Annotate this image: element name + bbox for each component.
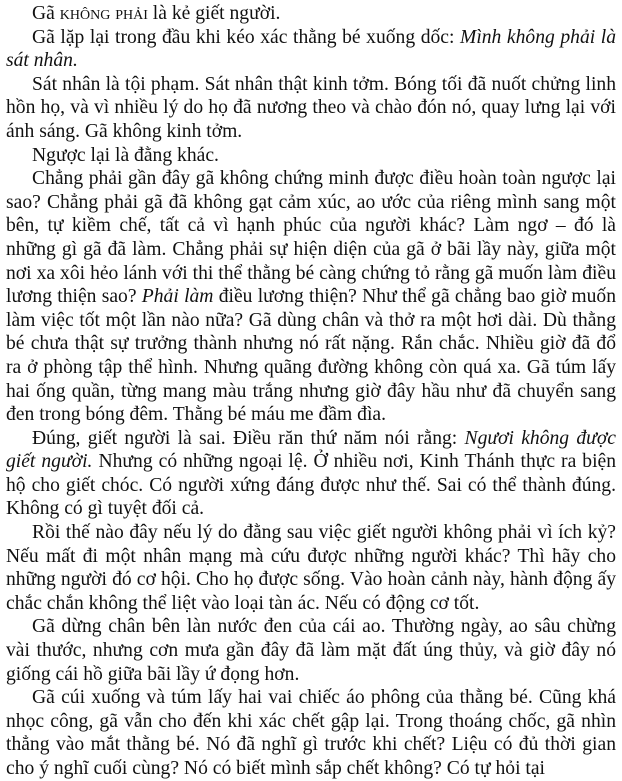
text-run-italic: Phải làm (141, 286, 214, 308)
paragraph-7 (6, 521, 616, 615)
text-run: Gã dừng chân bên làn nước đen của cái ao. Thường ngày, ao sâu chừng vài thước, nhưng cơn mưa gần đây đã làm mặt đất úng thủy, và giờ đây nó giống cái hồ giữa bãi lầy ứ đọng hơn. (6, 616, 616, 685)
text-run: điều lương thiện? Như thể gã chẳng bao giờ muốn làm việc tốt một lần nào nữa? Gã dùng chân và thở ra một hơi dài. Dù thằng bé chưa thật sự trưởng thành nhưng nó rất nặng. Rắn chắc. Nhiều giờ đã đổ ra ở phòng tập thể hình. Nhưng quãng đường không còn quá xa. Gã túm lấy hai ống quần, từng mang màu trắng nhưng giờ đây hầu như đã chuyển sang đen trong bóng đêm. Thằng bé máu me đầm đìa. (6, 286, 617, 426)
text-run: là kẻ giết người. (147, 3, 281, 24)
text-run: Chẳng phải gần đây gã không chứng minh được điều hoàn toàn ngược lại sao? Chẳng phải gã đã không gạt cảm xúc, ao ước của riêng mình sang một bên, tự kiềm chế, tất cả vì hạnh phúc của người khác? Làm ngơ – đó là những gì gã đã làm. Chẳng phải sự hiện diện của gã ở bãi lầy này, giữa một nơi xa xôi hẻo lánh với thi thể thằng bé càng chứng tỏ rằng gã muốn làm điều lương thiện sao? (6, 168, 616, 308)
paragraph-6 (6, 427, 616, 521)
paragraph-1 (6, 2, 616, 26)
text-run: Đúng, giết người là sai. Điều răn thứ năm nói rằng: (32, 427, 465, 449)
paragraph-5 (6, 167, 616, 427)
text-run: Ngược lại là đằng khác. (32, 144, 219, 166)
text-run: Gã cúi xuống và túm lấy hai vai chiếc áo phông của thằng bé. Cũng khá nhọc công, gã vẫn cho đến khi xác chết gập lại. Trong thoáng chốc, gã nhìn thẳng vào mắt thằng bé. Nó đã nghĩ gì trước khi chết? Liệu có đủ thời gian cho ý nghĩ cuối cùng? Nó có biết mình sắp chết không? Có tự hỏi tại (6, 687, 616, 779)
text-run: Gã (32, 3, 55, 24)
text-run-italic: Mình không phải là sát nhân. (6, 26, 616, 72)
paragraph-2 (6, 26, 616, 73)
text-run: Sát nhân là tội phạm. Sát nhân thật kinh tởm. Bóng tối đã nuốt chửng linh hồn họ, và vì nhiều lý do họ đã nương theo và chào đón nó, quay lưng lại với ánh sáng. Gã không kinh tởm. (6, 73, 616, 142)
text-run-italic: Ngươi không được giết người. (6, 427, 616, 473)
text-run: Nhưng có những ngoại lệ. Ở nhiều nơi, Kinh Thánh thực ra biện hộ cho giết chóc. Có người xứng đáng được như thế. Sai có thể thành đúng. Không có gì tuyệt đối cả. (6, 451, 617, 520)
text-run: Rồi thế nào đây nếu lý do đằng sau việc giết người không phải vì ích kỷ? Nếu mất đi một nhân mạng mà cứu được những người khác? Thì hãy cho những người đó cơ hội. Cho họ được sống. Vào hoàn cảnh này, hành động ấy chắc chắn không thể liệt vào loại tàn ác. Nếu có động cơ tốt. (6, 522, 616, 614)
paragraph-4 (6, 144, 616, 168)
text-run-smallcaps: không phải (54, 3, 148, 24)
paragraph-3 (6, 73, 616, 144)
paragraph-9 (6, 686, 616, 780)
text-run: Gã lặp lại trong đầu khi kéo xác thằng bé xuống dốc: (32, 26, 460, 48)
paragraph-8 (6, 615, 616, 686)
